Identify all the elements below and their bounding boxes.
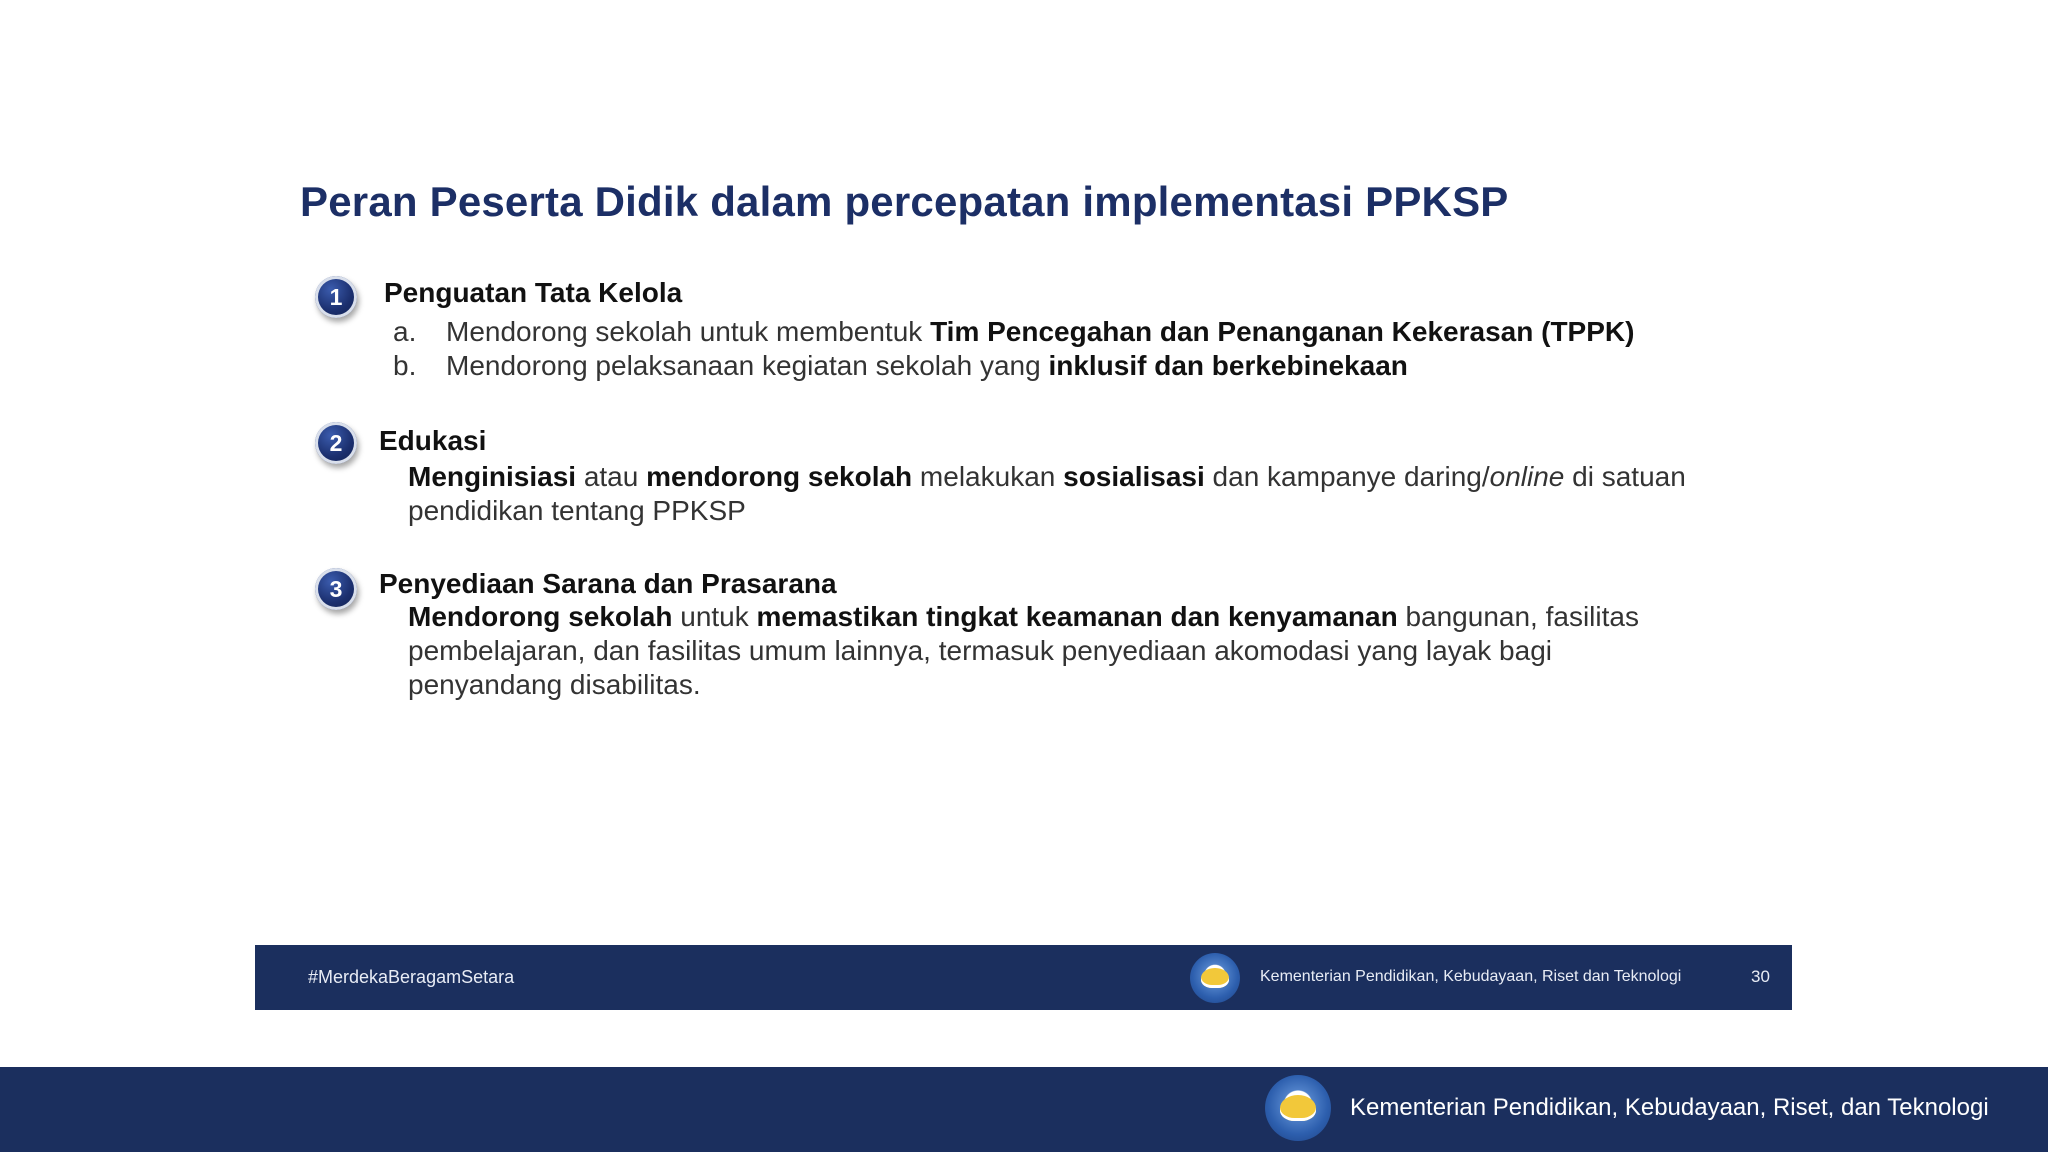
section-heading-education: Edukasi (379, 425, 487, 456)
section-heading-governance: Penguatan Tata Kelola (384, 277, 683, 308)
list-item-text: Mendorong pelaksanaan kegiatan sekolah yang (446, 350, 1049, 381)
text-bold: Menginisiasi (408, 461, 577, 492)
footer-hashtag: #MerdekaBeragamSetara (308, 967, 515, 987)
text-bold: Mendorong sekolah (408, 601, 673, 632)
section-governance (300, 272, 1750, 387)
ministry-logo-icon (1265, 1075, 1331, 1141)
section-facilities (300, 564, 1750, 704)
text: di satuan pendidikan tentang PPKSP (408, 461, 1686, 526)
list-marker: b. (393, 350, 417, 381)
list-marker: a. (393, 316, 417, 347)
text: atau (576, 461, 647, 492)
ministry-logo-icon (1190, 953, 1240, 1003)
bottom-bar (0, 1067, 2048, 1152)
list-item-bold: inklusif dan berkebinekaan (1048, 350, 1408, 381)
section-paragraph-education (408, 460, 1698, 528)
page-number: 30 (1751, 967, 1770, 986)
list-item-text: Mendorong sekolah untuk membentuk (446, 316, 931, 347)
text-bold: sosialisasi (1063, 461, 1205, 492)
text: untuk (672, 601, 757, 632)
list-item (393, 316, 1634, 348)
section-heading-facilities: Penyediaan Sarana dan Prasarana (379, 568, 837, 599)
text: dan kampanye daring/ (1204, 461, 1490, 492)
logo-wing-icon (1201, 968, 1229, 988)
number-badge-1 (315, 276, 357, 318)
list-item (393, 350, 1408, 382)
text: melakukan (912, 461, 1064, 492)
number-badge-1-label: 1 (329, 283, 343, 310)
text: bangunan, fasilitas pembelajaran, dan fasilitas umum lainnya, termasuk penyediaan akomodasi yang layak bagi penyandang disabilitas. (408, 601, 1639, 700)
section-education (300, 418, 1750, 533)
list-item-bold: Tim Pencegahan dan Penanganan Kekerasan (TPPK) (930, 316, 1635, 347)
number-badge-3-label: 3 (329, 575, 343, 602)
text-bold: memastikan tingkat keamanan dan kenyamanan (756, 601, 1398, 632)
footer-ministry-name: Kementerian Pendidikan, Kebudayaan, Riset dan Teknologi (1260, 968, 1682, 985)
number-badge-2-label: 2 (329, 429, 343, 456)
number-badge-2 (315, 422, 357, 464)
slide-footer (255, 945, 1792, 1010)
text-italic: online (1489, 461, 1565, 492)
number-badge-3 (315, 568, 357, 610)
text-bold: mendorong sekolah (646, 461, 913, 492)
logo-wing-icon (1280, 1095, 1316, 1121)
section-paragraph-facilities (408, 600, 1658, 702)
slide-title: Peran Peserta Didik dalam percepatan implementasi PPKSP (300, 178, 1509, 225)
bottom-bar-ministry-name: Kementerian Pendidikan, Kebudayaan, Riset, dan Teknologi (1350, 1094, 1989, 1121)
